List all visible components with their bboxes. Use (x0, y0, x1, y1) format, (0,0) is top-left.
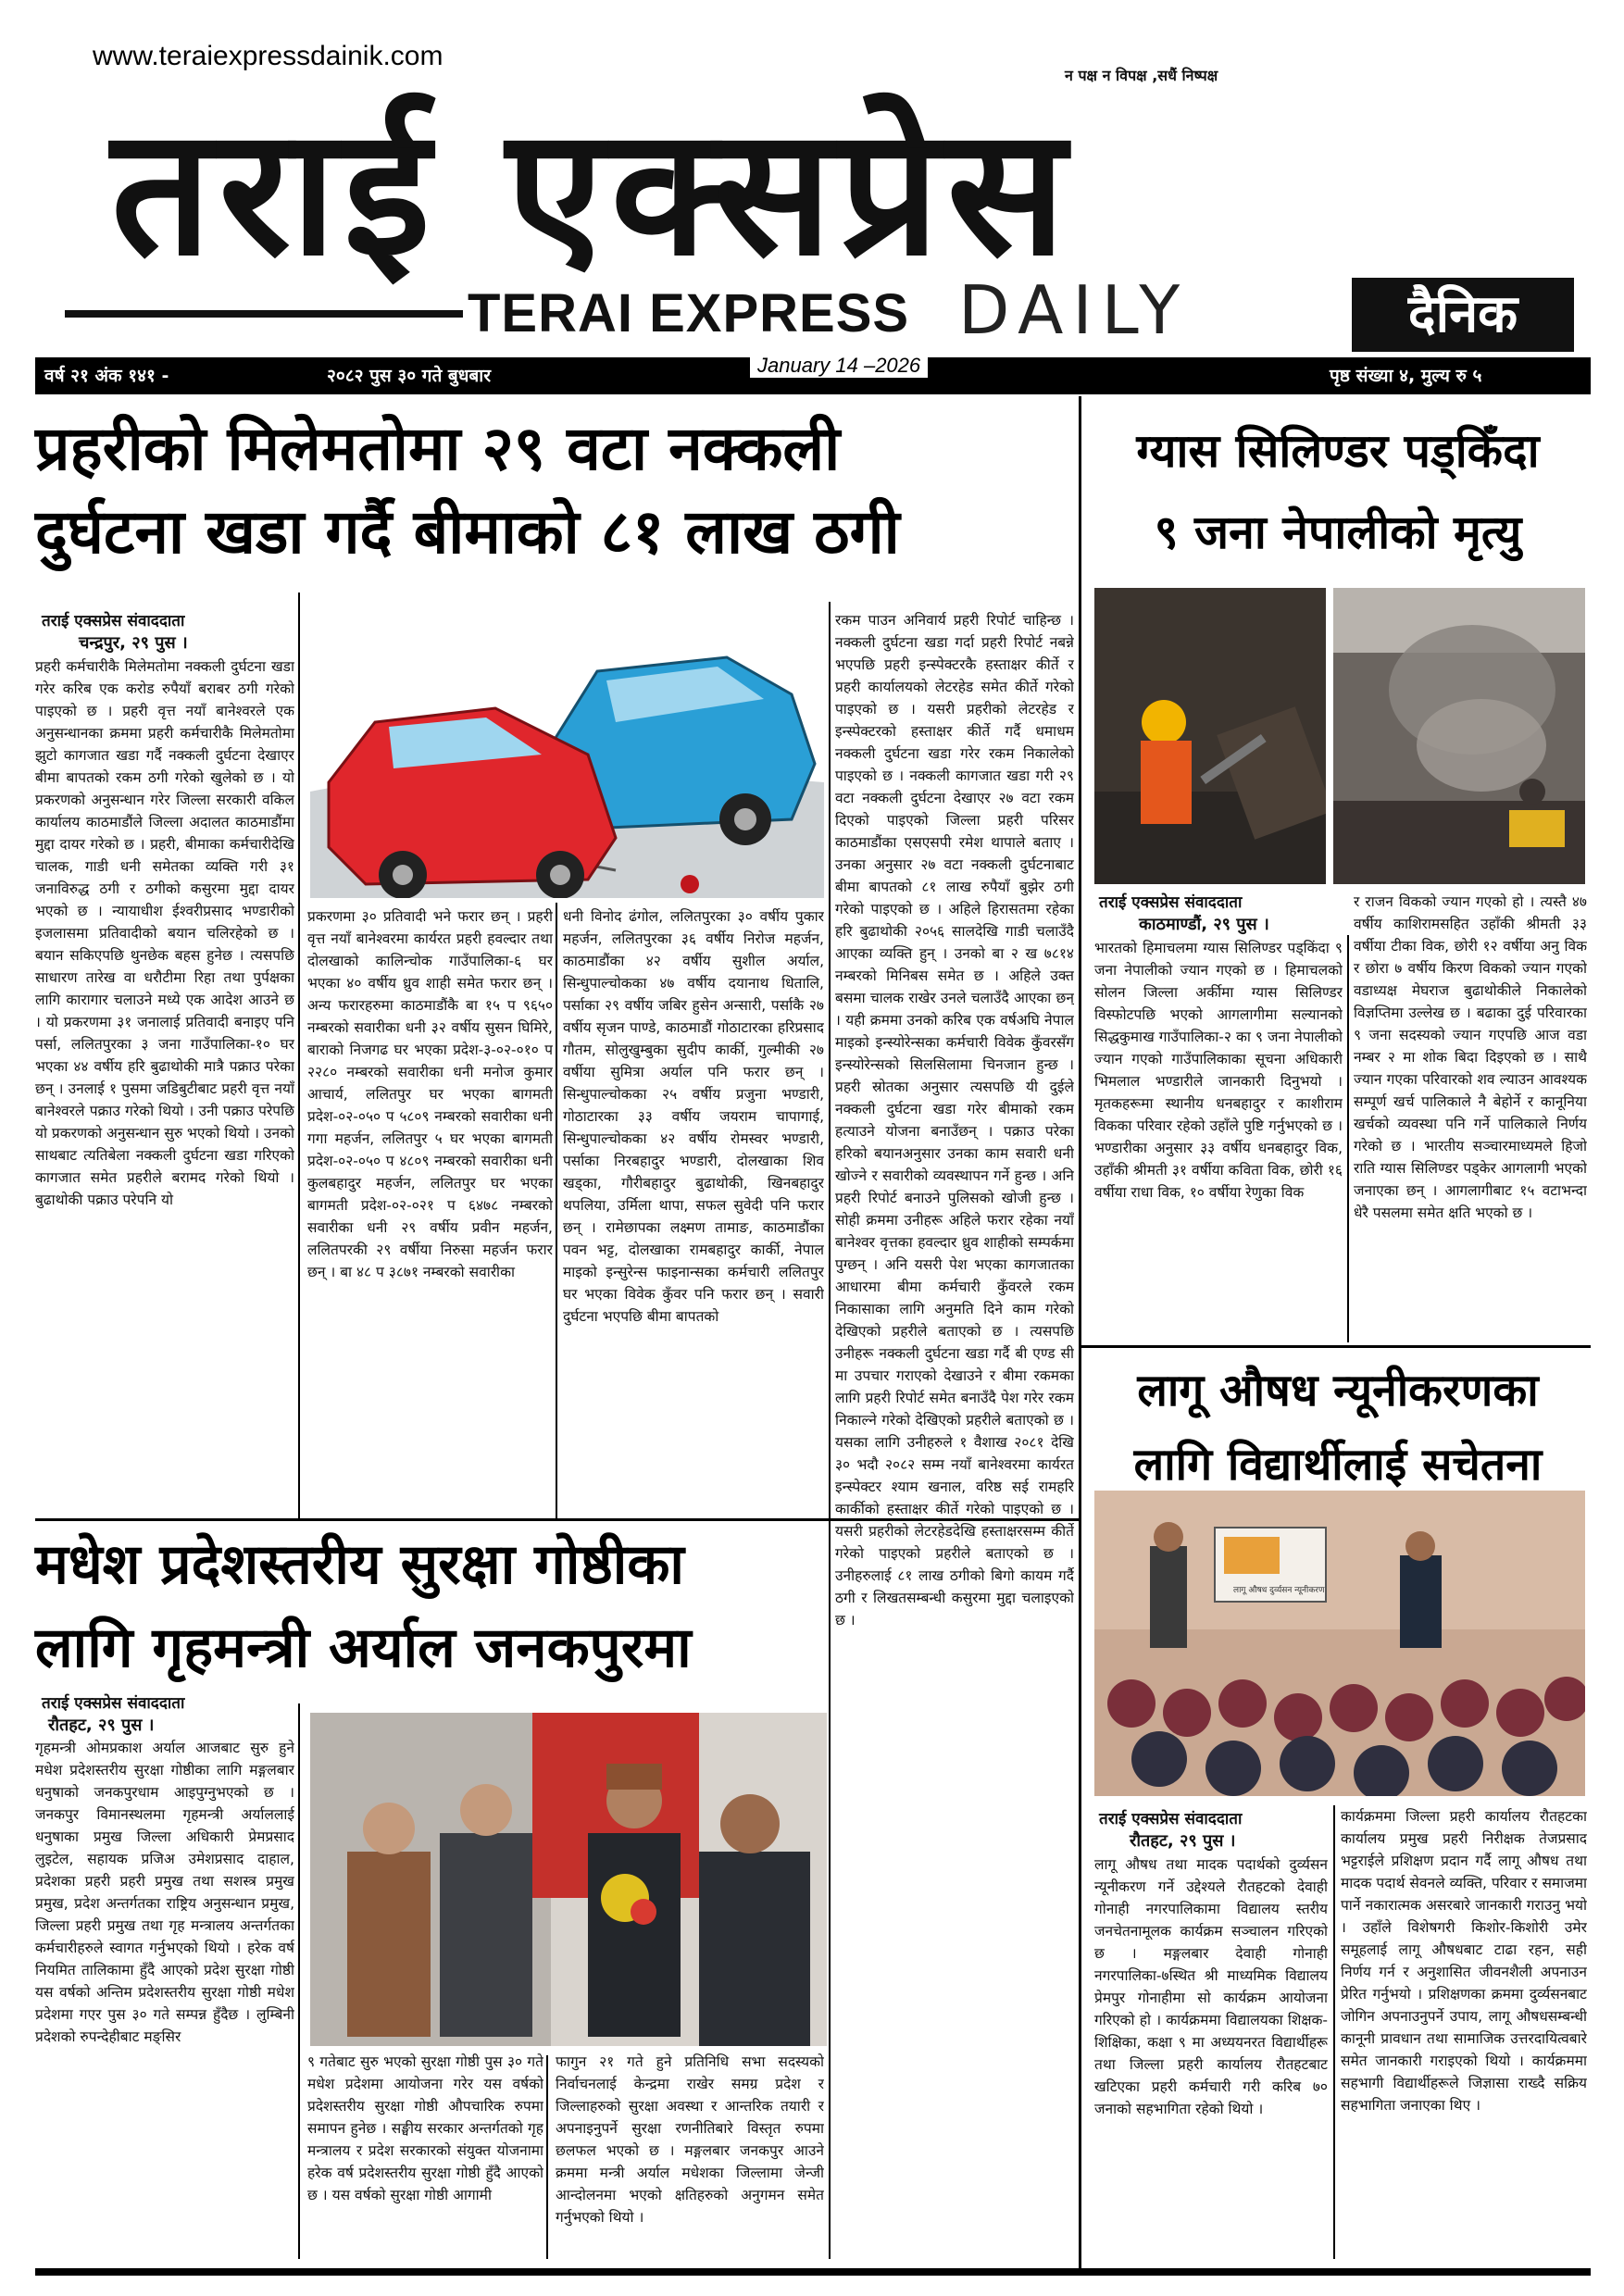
nepali-date: २०८२ पुस ३० गते बुधबार (327, 366, 491, 386)
article-column: कार्यक्रममा जिल्ला प्रहरी कार्यालय रौतहटका कार्यालय प्रमुख प्रहरी निरीक्षक तेजप्रसाद भट्टराईले प्रशिक्षण प्रदान गर्दै लागू औषध तथा मादक पदार्थ सेवनले व्यक्ति, परिवार र समाजमा पार्ने नकारात्मक असरबारे जानकारी गराउनु भयो । उहाँले विशेषगरी किशोर-किशोरी उमेर समूहलाई लागू औषधबाट टाढा रहन, सही निर्णय गर्न र अनुशासित जीवनशैली अपनाउन प्रेरित गर्नुभयो । प्रशिक्षणका क्रममा दुर्व्यसनबाट जोगिन अपनाउनुपर्ने उपाय, लागू औषधसम्बन्धी कानूनी प्रावधान तथा सामाजिक उत्तरदायित्वबारे समेत जानकारी गराइएको थियो । कार्यक्रममा सहभागी विद्यार्थीहरूले जिज्ञासा राख्दै सक्रिय सहभागिता जनाएका थिए । (1341, 1808, 1587, 2114)
headline-police-fraud[interactable] (35, 407, 1077, 574)
masthead-english: TERAI EXPRESS (468, 283, 910, 343)
headline-line: लागि विद्यार्थीलाई सचेतना (1133, 1439, 1543, 1491)
home-minister-welcome-photo (310, 1713, 827, 2046)
dainik-badge: दैनिक (1352, 278, 1574, 352)
article-column: र राजन विकको ज्यान गएको हो । त्यस्तै ४७ वर्षीय काशिरामसहित उहाँकी श्रीमती ३३ वर्षीया टीका विक, छोरी १२ वर्षीया अनु विक र छोरा ७ वर्षीय किरण विकको ज्यान गएको वडाध्यक्ष मेघराज बुढाथोकीले निकालेको विज्ञप्तिमा उल्लेख छ । बढाका दुई परिवारका ९ जना सदस्यको ज्यान गएपछि आज वडा नम्बर २ मा शोक बिदा दिइएको छ । साथै ज्यान गएका परिवारको शव ल्याउन आवश्यक सम्पूर्ण खर्च पालिकाले नै बेहोर्ने र कानूनिया खर्चको व्यवस्था पनि गर्ने पालिकाले निर्णय गरेको छ । भारतीय सञ्चारमाध्यमले हिजो राति ग्यास सिलिण्डर पड्केर आगलागी भएको जनाएका छन् । आगलागीबाट १५ वटाभन्दा धेरै पसलमा समेत क्षति भएको छ । (1354, 893, 1587, 1221)
article-column: भारतको हिमाचलमा ग्यास सिलिण्डर पड्किंदा ९ जना नेपालीको ज्यान गएको छ । हिमाचलको सोलन जिल्ला अर्कीमा ग्यास सिलिण्डर विस्फोटपछि भएको आगलागीमा सल्यानको सिद्धकुमाख गाउँपालिका-२ का ९ जना नेपालीको ज्यान गएको गाउँपालिकाका सूचना अधिकारी भिमलाल भण्डारीले जानकारी दिनुभयो । मृतकहरूमा स्थानीय धनबहादुर र काशीराम विकका परिवार रहेको उहाँले पुष्टि गर्नुभएको छ । भण्डारीका अनुसार ३३ वर्षीय धनबहादुर विक, उहाँकी श्रीमती ३१ वर्षीया कविता विक, छोरी १६ वर्षीया राधा विक, १० वर्षीया रेणुका विक (1094, 940, 1343, 1201)
col-rule (298, 593, 300, 1518)
article-column: फागुन २१ गते हुने प्रतिनिधि सभा सदस्यको निर्वाचनलाई केन्द्रमा राखेर समग्र प्रदेश र जिल्लाहरुको सुरक्षा अवस्था र आन्तरिक तयारी र अपनाइनुपर्ने सुरक्षा रणनीतिबारे विस्तृत रुपमा छलफल भएको छ । मङ्गलबार जनकपुर आउने क्रममा मन्त्री अर्याल मधेशका जिल्लामा जेन्जी आन्दोलनमा भएको क्षतिहरुको अनुगमन समेत गर्नुभएको थियो । (556, 2053, 824, 2226)
article-column: प्रहरी कर्मचारीकै मिलेमतोमा नक्कली दुर्घटना खडा गरेर करिब एक करोड रुपैयाँ बराबर ठगी गरेको पाइएको छ । प्रहरी वृत्त नयाँ बानेश्वरले एक अनुसन्धानका क्रममा प्रहरी कर्मचारीकै मिलेमतोमा झुटो कागजात खडा गर्दै नक्कली दुर्घटना देखाएर बीमा बापतको रकम ठगी गरेको खुलेको छ । यो प्रकरणको अनुसन्धान गरेर जिल्ला सरकारी वकिल कार्यालय काठमाडौंले जिल्ला अदालत काठमाडौंमा मुद्दा दायर गरेको छ । प्रहरी, बीमाका कर्मचारीदेखि चालक, गाडी धनी समेतका व्यक्ति गरी ३१ जनाविरुद्ध ठगी र ठगीको कसुरमा मुद्दा दायर भएको छ । न्यायाधीश ईश्वरीप्रसाद भण्डारीको इजलासमा प्रतिवादीको बयान चलिरहेको छ । बयान सकिएपछि थुनछेक बहस हुनेछ । त्यसपछि साधारण तारेख वा धरौटीमा रिहा तथा पुर्पक्षका लागि कारागार चलाउने मध्ये एक आदेश आउने छ । यो प्रकरणमा ३१ जनालाई प्रतिवादी बनाइए पनि पर्सा, ललितपुरका ३ जना गाउँपालिका-१० घर भएका ४४ वर्षीय हरि बुढाथोकी मात्रै पक्राउ परेका छन् । उनलाई १ पुसमा जडिबुटीबाट प्रहरी वृत्त नयाँ बानेश्वरले पक्राउ गरेको थियो । उनी पक्राउ परेपछि यो प्रकरणको अनुसन्धान सुरु भएको थियो । उनको साथबाट त्यतिबेला नक्कली दुर्घटना खडा गरिएको कागजात समेत प्रहरीले बरामद गरेको थियो । बुढाथोकी पक्राउ परेपनि यो (35, 658, 294, 1208)
headline-line: ९ जना नेपालीको मृत्यु (1154, 505, 1522, 559)
dateline-place: काठमाण्डौं, २९ पुस । (1139, 915, 1269, 934)
headline-line: लागू औषध न्यूनीकरणका (1137, 1365, 1539, 1416)
headline-drug-awareness[interactable] (1088, 1354, 1588, 1502)
headline-gas-cylinder[interactable] (1088, 410, 1588, 573)
col-rule (298, 1703, 300, 2259)
byline: तराई एक्सप्रेस संवाददाता (42, 1694, 185, 1713)
headline-line: प्रहरीको मिलेमतोमा २९ वटा नक्कली (35, 413, 841, 484)
article-column: ९ गतेबाट सुरु भएको सुरक्षा गोष्ठी पुस ३० गते मधेश प्रदेशमा आयोजना गरेर यस वर्षको प्रदेशस्तरीय सुरक्षा गोष्ठी औपचारिक रुपमा समापन हुनेछ । सङ्घीय सरकार अन्तर्गतको गृह मन्त्रालय र प्रदेश सरकारको संयुक्त योजनामा हरेक वर्ष प्रदेशस्तरीय सुरक्षा गोष्ठी हुँदै आएको छ । यस वर्षको सुरक्षा गोष्ठी आगामी (307, 2053, 543, 2203)
dateline-place: रौतहट, २९ पुस । (48, 1716, 155, 1735)
english-date: January 14 –2026 (750, 354, 928, 378)
article-column: गृहमन्त्री ओमप्रकाश अर्याल आजबाट सुरु हुने मधेश प्रदेशस्तरीय सुरक्षा गोष्ठीका लागि मङ्गलबार धनुषाको जनकपुरधाम आइपुग्नुभएको छ । जनकपुर विमानस्थलमा गृहमन्त्री अर्याललाई धनुषाका प्रमुख जिल्ला अधिकारी प्रेमप्रसाद लुइटेल, सहायक प्रजिअ उमेशप्रसाद दाहाल, प्रदेशका प्रहरी प्रहरी प्रमुख तथा सशस्त्र प्रमुख प्रमुख, प्रदेश अन्तर्गतका राष्ट्रिय अनुसन्धान प्रमुख, जिल्ला प्रहरी प्रमुख तथा गृह मन्त्रालय अन्तर्गतका कर्मचारीहरुले स्वागत गर्नुभएको थियो । हरेक वर्ष नियमित तालिकामा हुँदै आएको प्रदेश सुरक्षा गोष्ठी यस वर्षको अन्तिम प्रदेशस्तरीय सुरक्षा गोष्ठी मधेश प्रदेशमा गएर पुस ३० गते सम्पन्न हुँदैछ । लुम्बिनी प्रदेशको रुपन्देहीबाट मङ्सिर (35, 1740, 294, 2045)
website-url[interactable]: www.teraiexpressdainik.com (93, 41, 443, 71)
article-column: रकम पाउन अनिवार्य प्रहरी रिपोर्ट चाहिन्छ । नक्कली दुर्घटना खडा गर्दा प्रहरी रिपोर्ट नबन्ने भएपछि प्रहरी इन्स्पेक्टरकै हस्ताक्षर कीर्ते र प्रहरी कार्यालयको लेटरहेड समेत कीर्ते गरेको पाइएको छ । यसरी प्रहरीको लेटरहेड र इन्स्पेक्टरको हस्ताक्षर कीर्ते गर्दै धमाधम नक्कली दुर्घटना खडा गरेर रकम निकालेको पाइएको छ । नक्कली कागजात खडा गरी २९ वटा नक्कली दुर्घटना देखाएर २७ वटा रकम दिएको पाइएको जिल्ला प्रहरी परिसर काठमाडौंका एसएसपी रमेश थापाले बताए । उनका अनुसार २७ वटा नक्कली दुर्घटनाबाट बीमा बापतको ८१ लाख रुपैयाँ बुझेर ठगी गरेको पाइएको छ । अहिले हिरासतमा रहेका हरि बुढाथोकी २०५६ सालदेखि गाडी चलाउँदै आएका व्यक्ति हुन् । उनको बा २ ख ७८१४ नम्बरको मिनिबस समेत छ । अहिले उक्त बसमा चालक राखेर उनले चलाउँदै आएका छन् । यही क्रममा उनको करिब एक वर्षअघि नेपाल माइको इन्स्योरेन्सका कर्मचारी विवेक कुँवरसँग इन्स्योरेन्सको सिलसिलामा चिनजान हुन्छ । प्रहरी स्रोतका अनुसार त्यसपछि यी दुईले नक्कली दुर्घटना खडा गरेर बीमाको रकम हत्याउने योजना बनाउँछन् । पक्राउ परेका हरिको बयानअनुसार उनका काम सवारी धनी खोज्ने र सवारीको व्यवस्थापन गर्ने हुन्छ । अनि प्रहरी रिपोर्ट बनाउने पुलिसको खोजी हुन्छ । सोही क्रममा उनीहरू अहिले फरार रहेका नयाँ बानेश्वर वृत्तका हवल्दार ध्रुव शाहीको सम्पर्कमा पुग्छन् । अनि यसरी पेश भएका कागजातका आधारमा बीमा कर्मचारी कुँवरले रकम निकासाका लागि अनुमति दिने काम गरेको देखिएको प्रहरीले बताएको छ । त्यसपछि उनीहरू नक्कली दुर्घटना खडा गर्दै बी एण्ड सी मा उपचार गराएको देखाउने र बीमा रकमका लागि प्रहरी रिपोर्ट समेत बनाउँदै पेश गरेर रकम निकाल्ने गरेको देखिएको प्रहरीले बताएको छ । यसका लागि उनीहरुले १ वैशाख २०८१ देखि ३० भदौ २०८२ सम्म नयाँ बानेश्वरमा कार्यरत इन्स्पेक्टर श्याम खनाल, वरिष्ठ सई रामहरि कार्कीको हस्ताक्षर कीर्ते गरेको पाइएको छ । यसरी प्रहरीको लेटरहेडदेखि हस्ताक्षरसम्म कीर्ते गरेको पाइएको प्रहरीले बताएको छ । उनीहरुलाई ८१ लाख ठगीको बिगो कायम गर्दै ठगी र लिखतसम्बन्धी कसुरमा मुद्दा चलाइएको छ । (835, 612, 1074, 1628)
school-awareness-photo (1094, 1491, 1585, 1796)
footer-rule (35, 2268, 1591, 2276)
byline: तराई एक्सप्रेस संवाददाता (1099, 893, 1243, 912)
dateline-place: रौतहट, २९ पुस । (1130, 1831, 1236, 1851)
column-divider-right (1079, 396, 1081, 2268)
volume-issue: वर्ष २१ अंक १४१ - (44, 366, 169, 386)
masthead-nepali: तराई एक्सप्रेस (111, 90, 1074, 294)
tagline: न पक्ष न विपक्ष ,सधैं निष्पक्ष (1065, 67, 1218, 84)
article-column: प्रकरणमा ३० प्रतिवादी भने फरार छन् । प्रहरी वृत्त नयाँ बानेश्वरमा कार्यरत प्रहरी हवल्दार तथा दोलखाको कालिन्चोक गाउँपालिका-६ घर भएका ४० वर्षीय ध्रुव शाही समेत फरार छन् । अन्य फरारहरुमा काठमाडौंकै बा १५ प ९६५० नम्बरको सवारीका धनी ३२ वर्षीय सुसन घिमिरे, बाराको निजगढ घर भएका प्रदेश-३-०२-०१० प २२८० नम्बरको सवारीका धनी मनोज कुमार आचार्य, ललितपुर घर भएका बागमती प्रदेश-०२-०५० प ५८०९ नम्बरको सवारीका धनी गगा महर्जन, ललितपुर ५ घर भएका बागमती प्रदेश-०२-०५० प ४८०९ नम्बरको सवारीका धनी कुलबहादुर महर्जन, ललितपुर घर भएका बागमती प्रदेश-०२-०२१ प ६४७८ नम्बरको सवारीका धनी २९ वर्षीय प्रवीन महर्जन, ललितपरकी २९ वर्षीया निरुसा महर्जन फरार छन् । बा ४८ प ३८७१ नम्बरको सवारीका (307, 908, 553, 1280)
byline: तराई एक्सप्रेस संवाददाता (42, 612, 185, 630)
masthead-rule (65, 310, 463, 318)
col-rule (546, 2055, 548, 2259)
slide-title: लागू औषध दुर्व्यसन न्यूनीकरण (1233, 1586, 1325, 1595)
rescue-worker-photo (1094, 588, 1326, 884)
byline: तराई एक्सप्रेस संवाददाता (1099, 1810, 1243, 1828)
article-column: लागू औषध तथा मादक पदार्थको दुर्व्यसन न्यूनीकरण गर्ने उद्देश्यले रौतहटको देवाही गोनाही नगरपालिकामा विद्यालय स्तरीय जनचेतनामूलक कार्यक्रम सञ्चालन गरिएको छ । मङ्गलबार देवाही गोनाही नगरपालिका-७स्थित श्री माध्यमिक विद्यालय प्रेमपुर गोनाहीमा सो कार्यक्रम आयोजना गरिएको हो । कार्यक्रममा विद्यालयका शिक्षक-शिक्षिका, कक्षा ९ मा अध्ययनरत विद्यार्थीहरू तथा जिल्ला प्रहरी कार्यालय रौतहटबाट खटिएका प्रहरी कर्मचारी गरी करिब ७० जनाको सहभागिता रहेको थियो । (1094, 1856, 1328, 2117)
headline-line: मधेश प्रदेशस्तरीय सुरक्षा गोष्ठीका (35, 1532, 684, 1597)
dateline-place: चन्द्रपुर, २९ पुस । (79, 633, 188, 653)
masthead-daily: DAILY (958, 271, 1190, 349)
headline-madhesh-security[interactable] (35, 1523, 1077, 1690)
divider-right-mid (1081, 1345, 1591, 1348)
headline-line: लागि गृहमन्त्री अर्याल जनकपुरमा (35, 1616, 692, 1680)
fire-damage-photo (1333, 588, 1585, 884)
pages-price: पृष्ठ संख्या ४, मुल्य रु ५ (1330, 366, 1482, 386)
article-column: धनी विनोद ढंगोल, ललितपुरका ३० वर्षीय पुकार महर्जन, ललितपुरका ३६ वर्षीय निरोज महर्जन, काठमाडौंका ४२ वर्षीय सुशील अर्याल, सिन्धुपाल्चोकका ४७ वर्षीय दयानाथ धितालि, पर्साका २९ वर्षीय जबिर हुसेन अन्सारी, पर्साकै २७ वर्षीय सृजन पाण्डे, काठमाडौं गोठाटारका हरिप्रसाद गौतम, सोलुखुम्बुका सुदीप कार्की, गुल्मीकी २७ वर्षीया सुमित्रा अर्याल पनि फरार छन् । सिन्धुपाल्चोकका २५ वर्षीय प्रजुना भण्डारी, गोठाटारका ३३ वर्षीय जयराम चापागाई, सिन्धुपाल्चोकका ४२ वर्षीय रोमस्वर भण्डारी, पर्साका निरबहादुर भण्डारी, दोलखाका शिव खड्का, गौरीबहादुर बुढाथोकी, खिनबहादुर थपलिया, उर्मिला थापा, सफल सुवेदी पनि फरार छन् । रामेछापका लक्ष्मण तामाङ, काठमाडौंका पवन भट्ट, दोलखाका रामबहादुर कार्की, नेपाल माइको इन्सुरेन्स फाइनान्सका कर्मचारी ललितपुर घर भएका विवेक कुँवर पनि फरार छन् । सवारी दुर्घटना भएपछि बीमा बापतको (563, 908, 824, 1325)
col-rule (1347, 935, 1349, 1342)
col-rule (556, 903, 557, 1518)
col-rule (1333, 1805, 1335, 2259)
car-crash-illustration (310, 606, 824, 898)
headline-line: दुर्घटना खडा गर्दै बीमाको ८१ लाख ठगी (35, 496, 900, 568)
col-rule (829, 602, 831, 2259)
headline-line: ग्यास सिलिण्डर पड्किँदा (1136, 424, 1540, 478)
